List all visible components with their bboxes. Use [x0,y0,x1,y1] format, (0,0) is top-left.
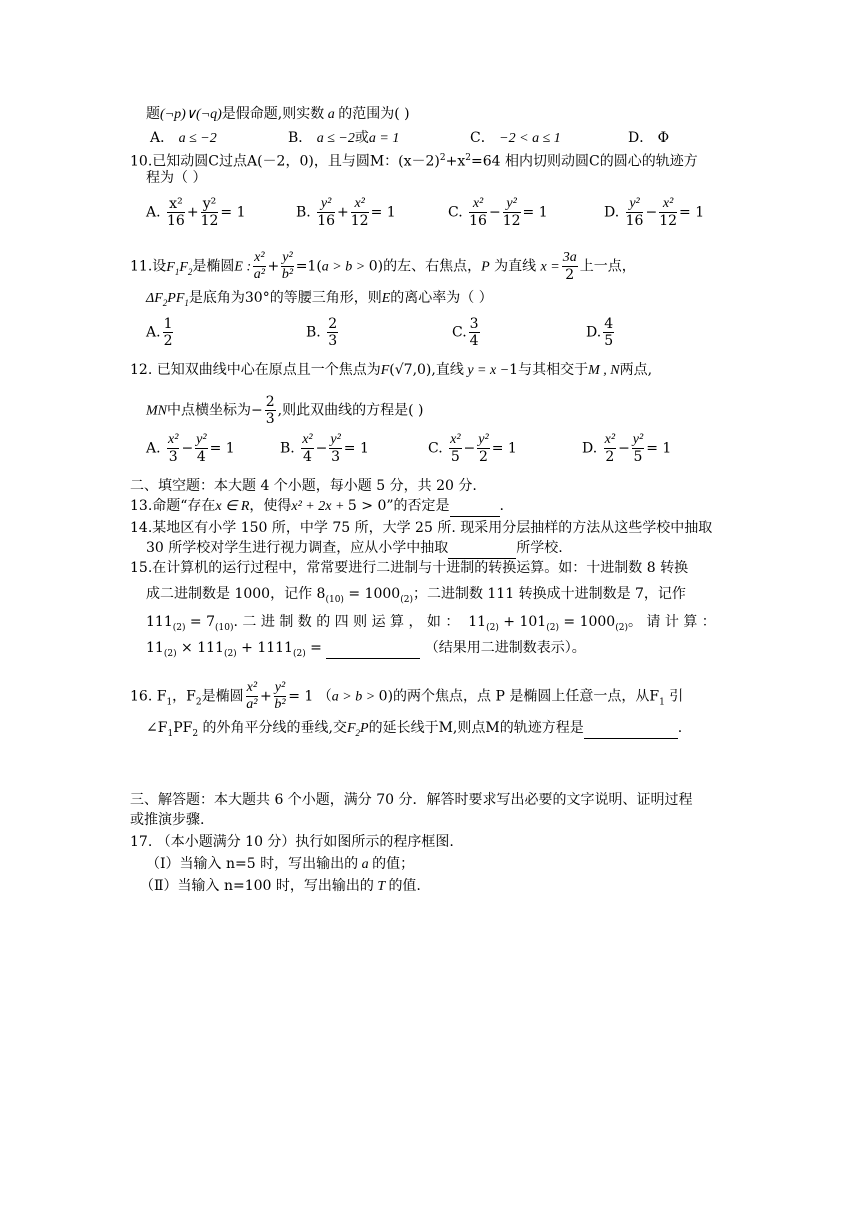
q12-option-c: C. $\frac{\text{x²}}{5}$ − $\frac{\text{y²}}{2}$ = 1 [428,432,517,465]
q9-option-c: C． −2 < a ≤ 1 [470,130,561,146]
q11-option-c: C. $\frac{3}{4}$ [452,316,479,349]
q16-line2: $\angle F_1PF_2$ 的外角平分线的垂线,交$F_2P$的延长线于M,则点M的轨迹方程是 . [146,720,683,739]
q14-line2: 30 所学校对学生进行视力调查，应从小学中抽取 所学校. [146,538,563,559]
q9-option-d: D． Φ [628,130,670,146]
q15-line3: $111_{(2)} = 7_{(10)}$. 二 进 制 数 的 四 则 运 算 ， 如 ： $11_{(2)} + 101_{(2)} = 1000_{(2)}$。 请 计 算 ： [146,614,716,633]
q11-option-b: B. $\frac{2}{3}$ [306,316,338,349]
q12-option-d: D. $\frac{\text{x²}}{2}$ − $\frac{\text{y²}}{5}$ = 1 [582,432,672,465]
section3-line1: 三、解答题：本大题共 6 个小题，满分 70 分．解答时要求写出必要的文字说明、证明过程 [130,792,693,808]
q14-line1: 14.某地区有小学 150 所，中学 75 所，大学 25 所. 现采用分层抽样的方法从这些学校中抽取 [130,520,713,536]
q17-line1: 17. （本小题满分 10 分）执行如图所示的程序框图. [130,834,454,850]
q11-stem: 11.设$F_1F_2$是椭圆E : $\frac{\text{x²}}{\text{a²}}$ + $\frac{\text{y²}}{\text{b²}}$ =1(a > b > 0)的左、右焦点，P 为直线 x = $\frac{3a}{2}$ 上一点， [130,250,636,283]
q10-option-d: D. $\frac{\text{y²}}{16}$ − $\frac{\text{x²}}{12}$ = 1 [604,196,705,229]
q13: 13.命题“存在x ∈ R，使得x² + 2x + 5 > 0”的否定是 . [130,496,504,517]
q10-option-a: A. $\frac{\text{x²}}{16}$ + $\frac{\text{y²}}{12}$ = 1 [146,196,246,229]
q17-line2: （Ⅰ）当输入 n=5 时，写出输出的 a 的值； [146,856,415,872]
q11-option-d: D. $\frac{4}{5}$ [586,316,614,349]
q10-option-b: B. $\frac{\text{y²}}{16}$ + $\frac{\text{x²}}{12}$ = 1 [296,196,396,229]
q9-option-a: A． a ≤ −2 [150,130,217,146]
q11-stem-2: $\Delta F_2PF_1$是底角为30°的等腰三角形，则E的离心率为（ ） [146,290,493,308]
section3-line2: 或推演步骤. [130,812,205,828]
q15-line1: 15.在计算机的运行过程中，常常要进行二进制与十进制的转换运算。如：十进制数 8 转换 [130,560,689,576]
q12-option-b: B. $\frac{\text{x²}}{4}$ − $\frac{\text{y²}}{3}$ = 1 [280,432,369,465]
q16-line1: 16. $F_1$，$F_2$是椭圆 $\frac{\text{x²}}{\text{a²}}$ + $\frac{\text{y²}}{\text{b²}}$ = 1 （a > b > 0)的两个焦点，点 P 是椭圆上任意一点，从$F_1$ 引 [130,680,684,712]
q9-stem: 题(¬p)∨(¬q)是假命题,则实数 a 的范围为( ) [146,106,410,122]
q12-stem-2: MN中点横坐标为− $\frac{2}{3}$ ,则此双曲线的方程是( ) [146,394,424,427]
q10-stem: 10.已知动圆C过点A(－2，0)，且与圆M：$(x-2)^2+x^2=64$ 相内切则动圆C的圆心的轨迹方 [130,153,698,170]
q17-line3: （Ⅱ）当输入 n=100 时，写出输出的 T 的值. [140,878,421,894]
q9-option-b: B． a ≤ −2或a = 1 [288,130,400,146]
q15-line4: $11_{(2)} \times 111_{(2)} + 1111_{(2)}$ = （结果用二进制数表示）。 [146,640,586,659]
section2-heading: 二、填空题：本大题 4 个小题，每小题 5 分，共 20 分. [130,478,477,494]
q12-stem: 12. 已知双曲线中心在原点且一个焦点为F(√7,0),直线 y = x −1与其相交于M , N两点, [130,362,653,378]
q15-line2: 成二进制数是 1000，记作 $8_{(10)} = 1000_{(2)}$；二进制数 111 转换成十进制数是 7，记作 [146,586,686,605]
q10-stem-2: 程为（ ） [146,170,207,186]
q10-option-c: C. $\frac{\text{x²}}{16}$ − $\frac{\text{y²}}{12}$ = 1 [448,196,548,229]
q11-option-a: A. $\frac{1}{2}$ [146,316,173,349]
q12-option-a: A. $\frac{\text{x²}}{3}$ − $\frac{\text{y²}}{4}$ = 1 [146,432,235,465]
